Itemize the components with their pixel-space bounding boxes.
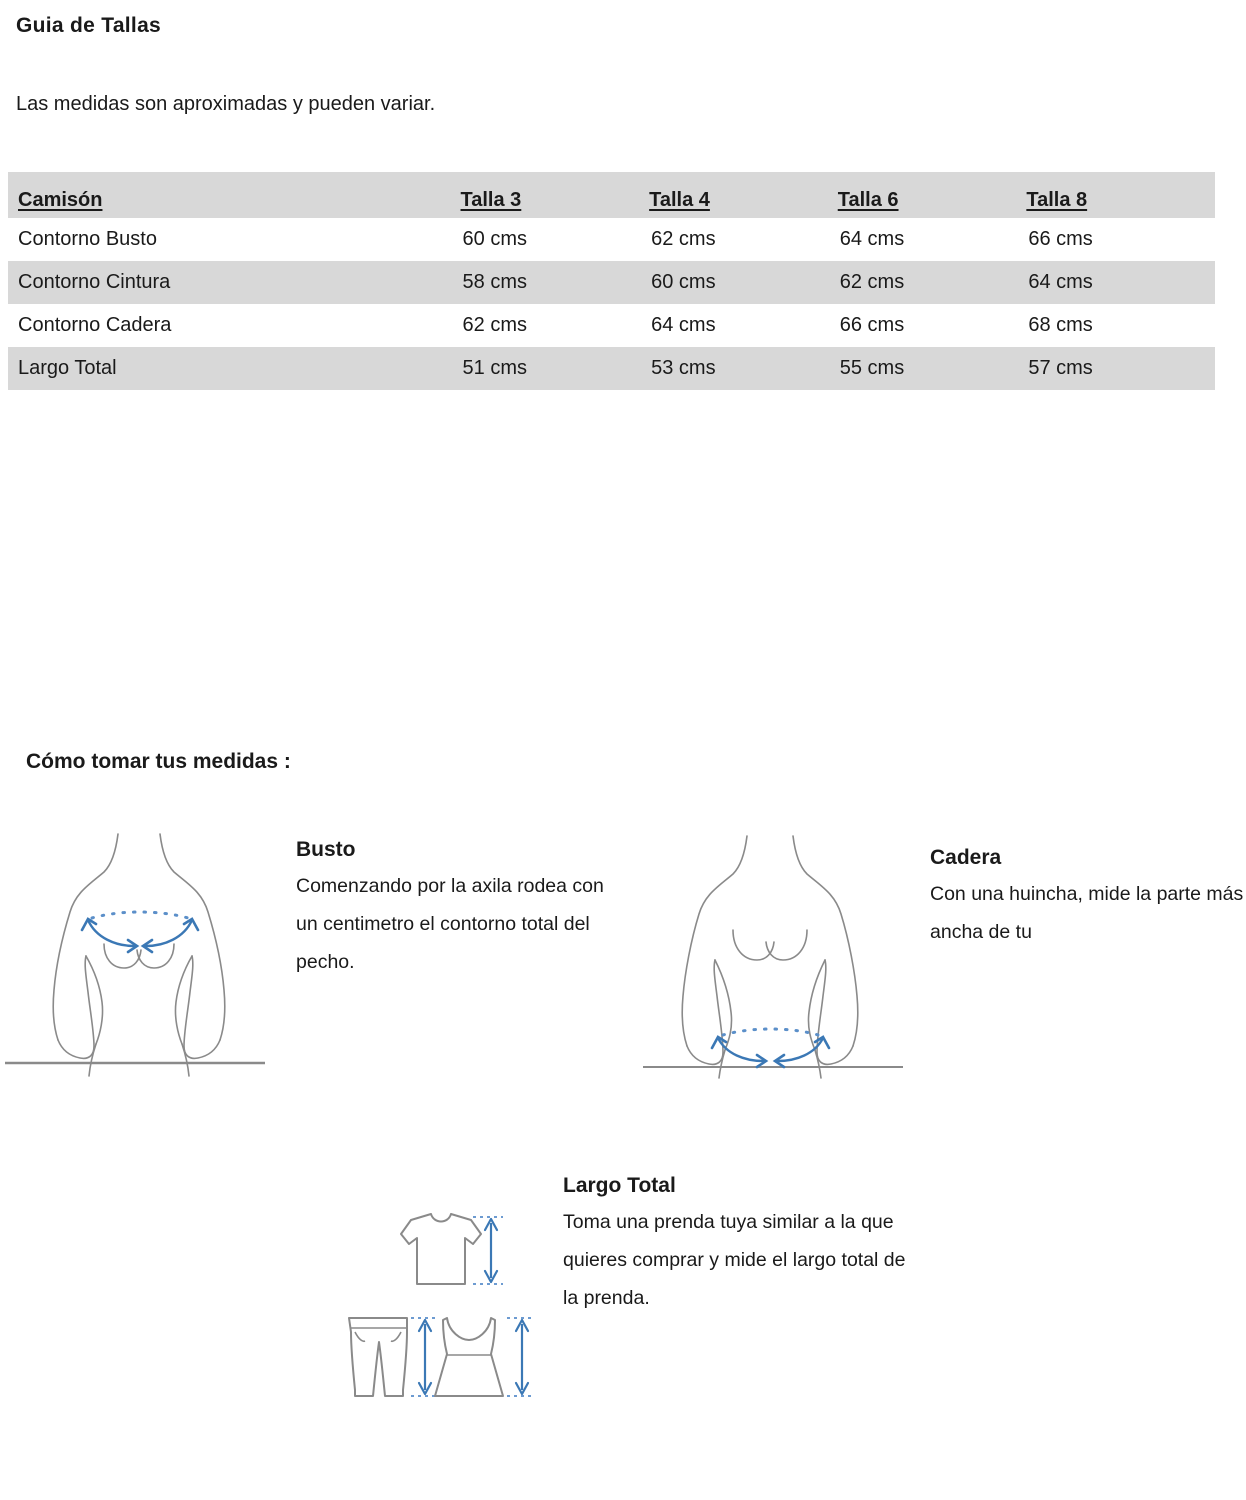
hip-heading: Cadera	[930, 846, 1002, 869]
cell-value: 66 cms	[839, 314, 905, 336]
cell-value: 57 cms	[1028, 357, 1093, 379]
cell-value: 60 cms	[651, 271, 716, 293]
cell-value: 64 cms	[839, 228, 905, 250]
female-torso-front-hip-icon	[625, 822, 915, 1084]
bust-description: Comenzando por la axila rodea con un centimetro el contorno total del pecho.	[296, 875, 604, 974]
table-body	[8, 218, 1215, 390]
cell-value: 62 cms	[839, 271, 905, 293]
cell-value: 55 cms	[839, 357, 905, 379]
table-row	[8, 347, 1215, 390]
column-header-talla-3: Talla 3	[460, 189, 522, 211]
cell-value: 68 cms	[1028, 314, 1093, 336]
row-label: Contorno Busto	[18, 228, 157, 250]
garment-length-illustration	[335, 1200, 565, 1430]
cell-value: 62 cms	[462, 314, 527, 336]
table-row	[8, 304, 1215, 347]
page-title: Guia de Tallas	[16, 14, 162, 37]
dress-icon	[435, 1318, 503, 1396]
bust-measurement-text	[296, 838, 626, 981]
cell-value: 66 cms	[1028, 228, 1093, 250]
total-length-description: Toma una prenda tuya similar a la que quieres comprar y mide el largo total de la prenda.	[563, 1211, 906, 1310]
howto-section-title: Cómo tomar tus medidas :	[26, 750, 291, 773]
row-label: Contorno Cadera	[18, 314, 172, 336]
tshirt-length-arrow	[473, 1217, 503, 1284]
column-header-talla-6: Talla 6	[837, 189, 899, 211]
tape-dotted-back	[92, 912, 188, 918]
table-header	[8, 172, 1215, 218]
hip-description: Con una huincha, mide la parte más ancha de tu	[930, 883, 1244, 944]
table-row	[8, 261, 1215, 304]
table-row	[8, 218, 1215, 261]
tape-dotted-back	[723, 1029, 818, 1035]
pants-length-arrow	[411, 1318, 437, 1396]
size-chart-table	[8, 172, 1215, 390]
bust-heading: Busto	[296, 838, 356, 861]
column-header-talla-4: Talla 4	[649, 189, 710, 211]
table-header-row	[8, 172, 1215, 218]
cell-value: 53 cms	[651, 357, 716, 379]
female-torso-front-bust-icon	[0, 820, 280, 1082]
pants-icon	[349, 1318, 407, 1396]
column-header-talla-8: Talla 8	[1026, 189, 1088, 211]
total-length-heading: Largo Total	[563, 1174, 676, 1197]
bust-measurement-illustration	[0, 820, 280, 1082]
garments-length-icon	[335, 1200, 565, 1430]
intro-text: Las medidas son aproximadas y pueden variar.	[16, 93, 436, 115]
dress-length-arrow	[507, 1318, 535, 1396]
hip-measurement-illustration	[625, 822, 915, 1084]
cell-value: 60 cms	[462, 228, 527, 250]
cell-value: 51 cms	[462, 357, 527, 379]
total-length-measurement-text	[563, 1174, 918, 1317]
tshirt-icon	[401, 1214, 481, 1284]
cell-value: 58 cms	[462, 271, 527, 293]
cell-value: 64 cms	[1028, 271, 1093, 293]
cell-value: 64 cms	[651, 314, 716, 336]
cell-value: 62 cms	[651, 228, 716, 250]
row-label: Contorno Cintura	[18, 271, 171, 293]
hip-measurement-text	[930, 846, 1246, 951]
column-header-garment: Camisón	[18, 189, 103, 211]
row-label: Largo Total	[18, 357, 117, 379]
